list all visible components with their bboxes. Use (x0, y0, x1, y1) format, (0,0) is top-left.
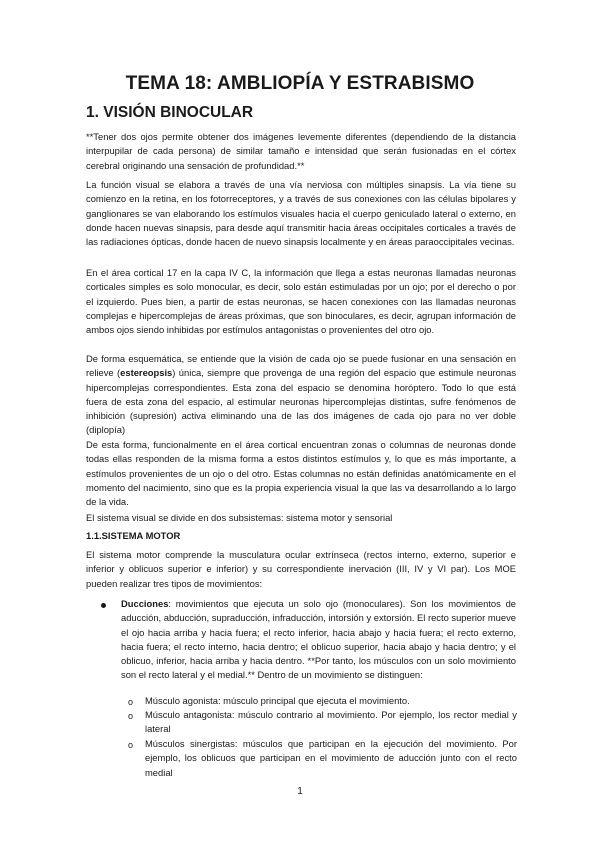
sub-marker: o (128, 740, 134, 750)
paragraph-estereopsis (86, 352, 516, 438)
paragraph-via-nerviosa: La función visual se elabora a través de una vía nerviosa con múltiples sinapsis. La vía tiene su comienzo en la retina, en los fotorreceptores, y a través de sus conexiones con las células bipolares y ganglionares se van elaborando los estímulos visuales hacia el cuerpo geniculado lateral o externo, en donde hacen nuevas sinapsis, para desde aquí transmitir hacia áreas occipitales corticales a través de las radiaciones ópticas, donde hacen de nuevo sinapsis localmente y en áreas paraoccipitales vecinas. (86, 179, 516, 248)
sub-item-antagonista: Músculo antagonista: músculo contrario al movimiento. Por ejemplo, los rector medial y lateral (145, 709, 517, 735)
sub-item-sinergistas: Músculos sinergistas: músculos que participan en la ejecución del movimiento. Por ejemplo, los oblicuos que participan en el movimiento de aducción junto con el recto medial (145, 738, 517, 778)
page-number: 1 (297, 786, 303, 797)
paragraph-columnas: De esta forma, funcionalmente en el área cortical encuentran zonas o columnas de neuronas donde todas ellas responden de la misma forma a estos distintos estímulos y, lo que es más importante, a estímulos provenientes de un ojo o del otro. Estas columnas no están definidas anatómicamente en el momento del nacimiento, sino que es la propia experiencia visual la que las va desarrollando a lo largo de la vida. (86, 439, 516, 508)
estereopsis-term: estereopsis (120, 367, 173, 379)
document-title: TEMA 18: AMBLIOPÍA Y ESTRABISMO (125, 73, 475, 94)
sub-item-agonista: Músculo agonista: músculo principal que ejecuta el movimiento. (145, 695, 410, 706)
paragraph-sistema-motor: El sistema motor comprende la musculatura ocular extrínseca (rectos interno, externo, superior e inferior y oblicuos superior e inferior) y su correspondiente inervación (III, IV y VI par). Los MOE pueden realizar tres tipos de movimientos: (86, 549, 516, 589)
bullet-marker (101, 603, 106, 608)
sub-marker: o (128, 697, 134, 707)
bullet-ducciones (121, 597, 516, 683)
section-heading-vision-binocular: 1. VISIÓN BINOCULAR (86, 104, 254, 121)
ducciones-term: Ducciones (121, 598, 169, 609)
section-heading-sistema-motor: 1.1.SISTEMA MOTOR (86, 530, 181, 541)
sub-marker: o (128, 711, 134, 721)
paragraph-subsistemas: El sistema visual se divide en dos subsistemas: sistema motor y sensorial (86, 512, 393, 523)
ducciones-text: : movimientos que ejecuta un solo ojo (monoculares). Son los movimientos de aducción, abducción, supraducción, infraducción, intorsión y extorsión. El recto superior mueve el ojo hacia arriba y hacia fuera; el recto inferior, hacia abajo y hacia fuera; el recto externo, hacia fuera; el recto interno, hacia dentro; el oblicuo superior, hacia abajo y hacia dentro; y el oblicuo, inferior, hacia arriba y hacia dentro. **Por tanto, los músculos con un solo movimiento son el recto lateral y el medial.** Dentro de un movimiento se distinguen: (121, 598, 517, 681)
estereopsis-text-before: De forma esquemática, se entiende que la visión de cada ojo se puede fusionar en una sensación en relieve ( (86, 353, 516, 379)
paragraph-area-cortical: En el área cortical 17 en la capa IV C, la información que llega a estas neuronas llamadas neuronas corticales simples es solo monocular, es decir, solo están estimuladas por un ojo; por el derecho o por el izquierdo. Pues bien, a partir de estas neuronas, se hacen conexiones con las llamadas neuronas complejas e hipercomplejas de áreas próximas, que son binoculares, es decir, agrupan información de ambos ojos siendo inhibidas por estímulos antagonistas o provenientes del otro ojo. (86, 267, 516, 336)
estereopsis-text-after: ) única, siempre que provenga de una región del espacio que estimule neuronas hipercomplejas correspondientes. Esta zona del espacio se denomina horóptero. Todo lo que está fuera de esta zona del espacio, al estimular neuronas hipercomplejas distintas, sufre fenómenos de inhibición (supresión) activa eliminando una de las dos imágenes de cada ojo para no ver doble (diplopía) (86, 367, 517, 436)
paragraph-intro: **Tener dos ojos permite obtener dos imágenes levemente diferentes (dependiendo de la distancia interpupilar de cada persona) de similar tamaño e intensidad que serán fusionadas en el córtex cerebral originando una sensación de profundidad.** (86, 131, 516, 171)
